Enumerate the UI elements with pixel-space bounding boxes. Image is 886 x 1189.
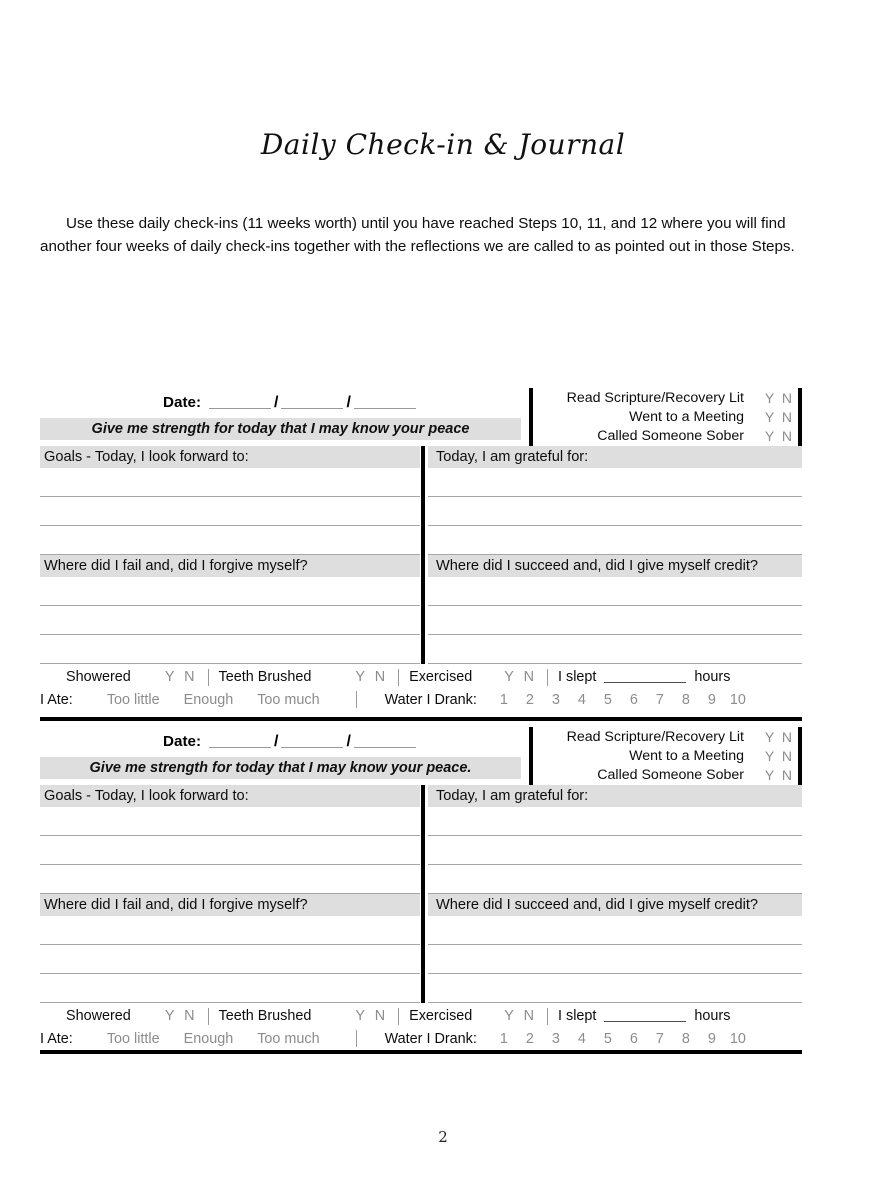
checklist-row[interactable] (537, 388, 794, 407)
column-divider (421, 785, 425, 894)
checklist-yes-no[interactable]: Y N (764, 747, 794, 764)
grateful-heading: Today, I am grateful for: (428, 446, 802, 468)
writing-line[interactable] (40, 945, 420, 974)
water-number[interactable]: 6 (629, 1030, 638, 1047)
water-number[interactable]: 3 (551, 691, 560, 708)
habit-separator (208, 669, 209, 686)
writing-line[interactable] (428, 865, 802, 894)
writing-line[interactable] (428, 635, 802, 664)
succeed-writing-area[interactable] (428, 577, 802, 664)
writing-line[interactable] (40, 807, 420, 836)
intro-paragraph: Use these daily check-ins (11 weeks worth) until you have reached Steps 10, 11, and 12 where you will find another four weeks of daily check-ins together with the reflections we are called to as pointed out in those Steps. (40, 215, 795, 255)
water-number[interactable]: 6 (629, 691, 638, 708)
ate-option-too-little[interactable]: Too little (106, 1030, 160, 1047)
writing-line[interactable] (40, 865, 420, 894)
checklist-row[interactable] (537, 746, 794, 765)
checklist-label: Called Someone Sober (597, 767, 744, 784)
writing-line[interactable] (428, 606, 802, 635)
checklist-yes-no[interactable]: Y N (764, 408, 794, 425)
grateful-writing-area[interactable] (428, 807, 802, 894)
date-label: Date: (163, 393, 202, 411)
habit-row-primary (40, 1005, 802, 1027)
checklist-yes-no[interactable]: Y N (764, 767, 794, 784)
showered-yes-no[interactable]: Y N (164, 669, 198, 685)
water-label: Water I Drank: (384, 691, 477, 708)
sleep-hours-field[interactable] (604, 671, 686, 683)
writing-line[interactable] (428, 526, 802, 555)
grateful-heading: Today, I am grateful for: (428, 785, 802, 807)
fail-succeed-section (40, 555, 802, 664)
habit-separator (547, 669, 548, 686)
water-number[interactable]: 10 (729, 1030, 746, 1047)
slept-label: I slept (558, 669, 597, 685)
goals-heading: Goals - Today, I look forward to: (40, 446, 420, 468)
habit-row-primary (40, 666, 802, 688)
checklist-label: Went to a Meeting (629, 408, 744, 425)
column-divider (421, 894, 425, 1003)
water-number[interactable]: 3 (551, 1030, 560, 1047)
water-number[interactable]: 7 (655, 1030, 664, 1047)
page-title: Daily Check-in & Journal (260, 128, 626, 161)
water-number[interactable]: 9 (707, 691, 716, 708)
habit-tracker (40, 1003, 802, 1050)
slept-label: I slept (558, 1008, 597, 1024)
water-number[interactable]: 7 (655, 691, 664, 708)
ate-option-enough[interactable]: Enough (183, 691, 234, 708)
writing-line[interactable] (40, 577, 420, 606)
date-label: Date: (163, 732, 202, 750)
checkin-block-1 (40, 388, 802, 711)
affirmation-band: Give me strength for today that I may know your peace. (40, 757, 521, 779)
teeth-brushed-label: Teeth Brushed (218, 1008, 312, 1024)
water-number[interactable]: 8 (681, 1030, 690, 1047)
goals-heading: Goals - Today, I look forward to: (40, 785, 420, 807)
habit-separator (208, 1008, 209, 1025)
succeed-heading: Where did I succeed and, did I give myself credit? (428, 894, 802, 916)
date-year-field[interactable] (354, 395, 416, 409)
water-number[interactable]: 10 (729, 691, 746, 708)
ate-option-too-little[interactable]: Too little (106, 691, 160, 708)
habit-separator (356, 691, 357, 708)
water-number[interactable]: 5 (603, 691, 612, 708)
checkin-area (40, 388, 802, 1054)
water-number[interactable]: 8 (681, 691, 690, 708)
water-number[interactable]: 9 (707, 1030, 716, 1047)
writing-line[interactable] (40, 526, 420, 555)
date-month-field[interactable] (209, 734, 271, 748)
habit-row-secondary (40, 1027, 802, 1050)
water-number[interactable]: 5 (603, 1030, 612, 1047)
showered-label: Showered (66, 1008, 131, 1024)
goals-grateful-section (40, 785, 802, 894)
habit-separator (356, 1030, 357, 1047)
habit-separator (398, 669, 399, 686)
writing-line[interactable] (40, 974, 420, 1003)
checklist-rows (533, 727, 798, 785)
water-number[interactable]: 1 (499, 691, 508, 708)
water-number[interactable]: 1 (499, 1030, 508, 1047)
ate-label: I Ate: (40, 1030, 73, 1047)
fail-succeed-section (40, 894, 802, 1003)
writing-line[interactable] (428, 468, 802, 497)
checklist-label: Read Scripture/Recovery Lit (566, 389, 744, 406)
water-number[interactable]: 2 (525, 1030, 534, 1047)
vertical-rule-right (798, 727, 802, 785)
writing-line[interactable] (40, 468, 420, 497)
affirmation-band: Give me strength for today that I may know your peace (40, 418, 521, 440)
vertical-rule-right (798, 388, 802, 446)
water-scale[interactable] (491, 692, 751, 708)
date-day-field[interactable] (281, 734, 343, 748)
writing-line[interactable] (428, 836, 802, 865)
checklist-label: Read Scripture/Recovery Lit (566, 728, 744, 745)
ate-option-enough[interactable]: Enough (183, 1030, 234, 1047)
writing-line[interactable] (40, 916, 420, 945)
showered-label: Showered (66, 669, 131, 685)
hours-label: hours (694, 669, 731, 685)
grateful-writing-area[interactable] (428, 468, 802, 555)
header-zone (40, 727, 802, 785)
checklist-row[interactable] (537, 427, 794, 446)
checklist-side (521, 727, 802, 785)
habit-separator (547, 1008, 548, 1025)
date-line (40, 388, 521, 416)
writing-line[interactable] (428, 577, 802, 606)
water-number[interactable]: 4 (577, 1030, 586, 1047)
goals-writing-area[interactable] (40, 468, 420, 555)
exercised-yes-no[interactable]: Y N (504, 1008, 538, 1024)
ate-option-too-much[interactable]: Too much (257, 1030, 320, 1047)
writing-line[interactable] (40, 836, 420, 865)
date-line (40, 727, 521, 755)
teeth-brushed-label: Teeth Brushed (218, 669, 312, 685)
checklist-row[interactable] (537, 766, 794, 785)
date-slash-1: / (274, 394, 279, 411)
checklist-side (521, 388, 802, 446)
checklist-row[interactable] (537, 727, 794, 746)
writing-line[interactable] (428, 807, 802, 836)
succeed-writing-area[interactable] (428, 916, 802, 1003)
checklist-yes-no[interactable]: Y N (764, 728, 794, 745)
header-zone (40, 388, 802, 446)
water-scale[interactable] (491, 1031, 751, 1047)
column-divider (421, 446, 425, 555)
page-number: 2 (438, 1128, 448, 1146)
water-number[interactable]: 2 (525, 691, 534, 708)
date-day-field[interactable] (281, 395, 343, 409)
writing-line[interactable] (428, 974, 802, 1003)
date-slash-1: / (274, 733, 279, 750)
checklist-yes-no[interactable]: Y N (764, 389, 794, 406)
teeth-brushed-yes-no[interactable]: Y N (355, 669, 389, 685)
water-label: Water I Drank: (384, 1030, 477, 1047)
column-divider (421, 555, 425, 664)
checklist-yes-no[interactable]: Y N (764, 428, 794, 445)
goals-grateful-section (40, 446, 802, 555)
writing-line[interactable] (428, 916, 802, 945)
date-side (40, 388, 521, 440)
exercised-label: Exercised (409, 1008, 473, 1024)
checklist-row[interactable] (537, 407, 794, 426)
water-number[interactable]: 4 (577, 691, 586, 708)
habit-row-secondary (40, 688, 802, 711)
checklist-rows (533, 388, 798, 446)
checklist-label: Called Someone Sober (597, 428, 744, 445)
fail-writing-area[interactable] (40, 916, 420, 1003)
fail-heading: Where did I fail and, did I forgive myself? (40, 894, 420, 916)
date-side (40, 727, 521, 779)
writing-line[interactable] (40, 606, 420, 635)
writing-line[interactable] (40, 497, 420, 526)
checklist-label: Went to a Meeting (629, 747, 744, 764)
date-year-field[interactable] (354, 734, 416, 748)
ate-option-too-much[interactable]: Too much (257, 691, 320, 708)
writing-line[interactable] (428, 497, 802, 526)
hours-label: hours (694, 1008, 731, 1024)
habit-separator (398, 1008, 399, 1025)
date-month-field[interactable] (209, 395, 271, 409)
checkin-block-2 (40, 717, 802, 1054)
teeth-brushed-yes-no[interactable]: Y N (355, 1008, 389, 1024)
fail-writing-area[interactable] (40, 577, 420, 664)
fail-heading: Where did I fail and, did I forgive myself? (40, 555, 420, 577)
showered-yes-no[interactable]: Y N (164, 1008, 198, 1024)
writing-line[interactable] (40, 635, 420, 664)
goals-writing-area[interactable] (40, 807, 420, 894)
date-slash-2: / (346, 394, 351, 411)
date-slash-2: / (346, 733, 351, 750)
exercised-label: Exercised (409, 669, 473, 685)
habit-tracker (40, 664, 802, 711)
ate-label: I Ate: (40, 691, 73, 708)
exercised-yes-no[interactable]: Y N (504, 669, 538, 685)
writing-line[interactable] (428, 945, 802, 974)
succeed-heading: Where did I succeed and, did I give myself credit? (428, 555, 802, 577)
sleep-hours-field[interactable] (604, 1010, 686, 1022)
